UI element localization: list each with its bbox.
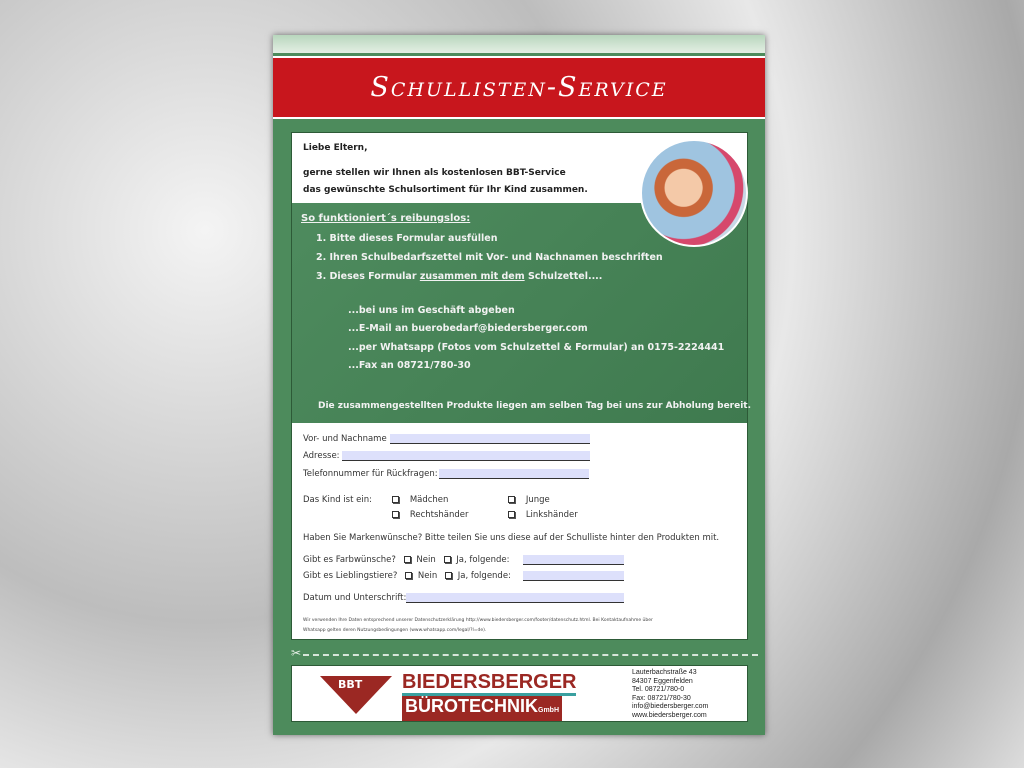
step-2: 2. Ihren Schulbedarfszettel mit Vor- und Nachnamen beschriften <box>316 252 663 263</box>
option-whatsapp: ...per Whatsapp (Fotos vom Schulzettel & Formular) an 0175-2224441 <box>348 342 725 353</box>
greeting: Liebe Eltern, <box>303 143 368 153</box>
cut-line <box>303 654 758 656</box>
intro-line1: gerne stellen wir Ihnen als kostenlosen BBT-Service <box>303 168 566 178</box>
animals-no-checkbox[interactable] <box>405 572 412 579</box>
address-field[interactable] <box>342 451 590 461</box>
option-store: ...bei uns im Geschäft abgeben <box>348 305 515 316</box>
content-box <box>291 132 752 640</box>
email: info@biedersberger.com <box>632 703 709 711</box>
street: Lauterbachstraße 43 <box>632 669 697 676</box>
phone-field[interactable] <box>439 469 589 479</box>
website: www.biedersberger.com <box>632 711 707 719</box>
flyer <box>273 35 765 735</box>
option-left-handed[interactable] <box>508 510 578 520</box>
brands-question: Haben Sie Markenwünsche? Bitte teilen Sie uns diese auf der Schulliste hinter den Produkten mit. <box>303 533 720 543</box>
name-field[interactable] <box>390 434 590 444</box>
checkbox[interactable] <box>392 511 399 518</box>
privacy-line1: Wir verwenden Ihre Daten entsprechend unserer Datenschutzerklärung http://www.biedersberger.com/footer/datenschutz.html. Bei Kontaktaufnahme über <box>303 618 653 623</box>
child-photo <box>640 139 748 247</box>
phone: Tel. 08721/780-0 <box>632 686 685 694</box>
animals-field[interactable] <box>523 571 624 581</box>
city: 84307 Eggenfelden <box>632 677 693 685</box>
logo-abbr: BBT <box>338 678 363 691</box>
intro-line2: das gewünschte Schulsortiment für Ihr Kind zusammen. <box>303 185 588 195</box>
checkbox[interactable] <box>392 496 399 503</box>
yes-label: Ja, folgende: <box>457 571 511 581</box>
girl-label: Mädchen <box>409 495 449 505</box>
contact-block <box>632 669 708 721</box>
step-3-underlined: zusammen mit dem <box>419 271 525 282</box>
left-label: Linkshänder <box>525 510 578 520</box>
boy-label: Junge <box>525 495 550 505</box>
no-label: Nein <box>416 555 436 565</box>
animals-row <box>303 571 511 581</box>
title-banner: Schullisten-Service <box>273 56 765 119</box>
right-label: Rechtshänder <box>409 510 469 520</box>
step-3-post: Schulzettel.... <box>524 271 603 282</box>
fax: Fax: 08721/780-30 <box>632 694 691 702</box>
scissors-icon: ✂ <box>291 646 302 660</box>
option-girl[interactable] <box>392 495 448 505</box>
colors-yes-checkbox[interactable] <box>444 556 451 563</box>
brand-suffix: GmbH <box>538 707 559 714</box>
brand-name: BIEDERSBERGER <box>402 671 576 696</box>
name-label: Vor- und Nachname <box>303 434 387 444</box>
footer-box <box>291 665 748 722</box>
step-3-pre: 3. Dieses Formular <box>316 271 420 282</box>
howto-heading: So funktioniert´s reibungslos: <box>301 213 471 224</box>
top-strip <box>273 35 765 53</box>
animals-yes-checkbox[interactable] <box>445 572 452 579</box>
option-fax: ...Fax an 08721/780-30 <box>348 360 471 371</box>
colors-field[interactable] <box>523 555 624 565</box>
yes-label: Ja, folgende: <box>456 555 510 565</box>
animals-label: Gibt es Lieblingstiere? <box>303 571 398 581</box>
option-boy[interactable] <box>508 495 550 505</box>
pickup-note: Die zusammengestellten Produkte liegen am selben Tag bei uns zur Abholung bereit. <box>318 401 752 411</box>
step-1: 1. Bitte dieses Formular ausfüllen <box>316 233 498 244</box>
privacy-line2: Whatsapp gelten deren Nutzungsbedingungen (www.whatsapp.com/legal/?l=de). <box>303 628 487 633</box>
checkbox[interactable] <box>508 511 515 518</box>
option-right-handed[interactable] <box>392 510 469 520</box>
signature-field[interactable] <box>406 593 624 603</box>
no-label: Nein <box>417 571 438 581</box>
phone-label: Telefonnummer für Rückfragen: <box>303 469 438 479</box>
step-3 <box>316 271 602 282</box>
checkbox[interactable] <box>508 496 515 503</box>
brand-subtitle <box>402 696 562 721</box>
signature-label: Datum und Unterschrift: <box>303 593 407 603</box>
address-label: Adresse: <box>303 451 340 461</box>
option-email: ...E-Mail an buerobedarf@biedersberger.com <box>348 323 588 334</box>
colors-row <box>303 555 509 565</box>
child-label: Das Kind ist ein: <box>303 495 372 505</box>
colors-no-checkbox[interactable] <box>404 556 411 563</box>
brand-subtitle-text: BÜROTECHNIK <box>405 696 538 716</box>
colors-label: Gibt es Farbwünsche? <box>303 555 396 565</box>
